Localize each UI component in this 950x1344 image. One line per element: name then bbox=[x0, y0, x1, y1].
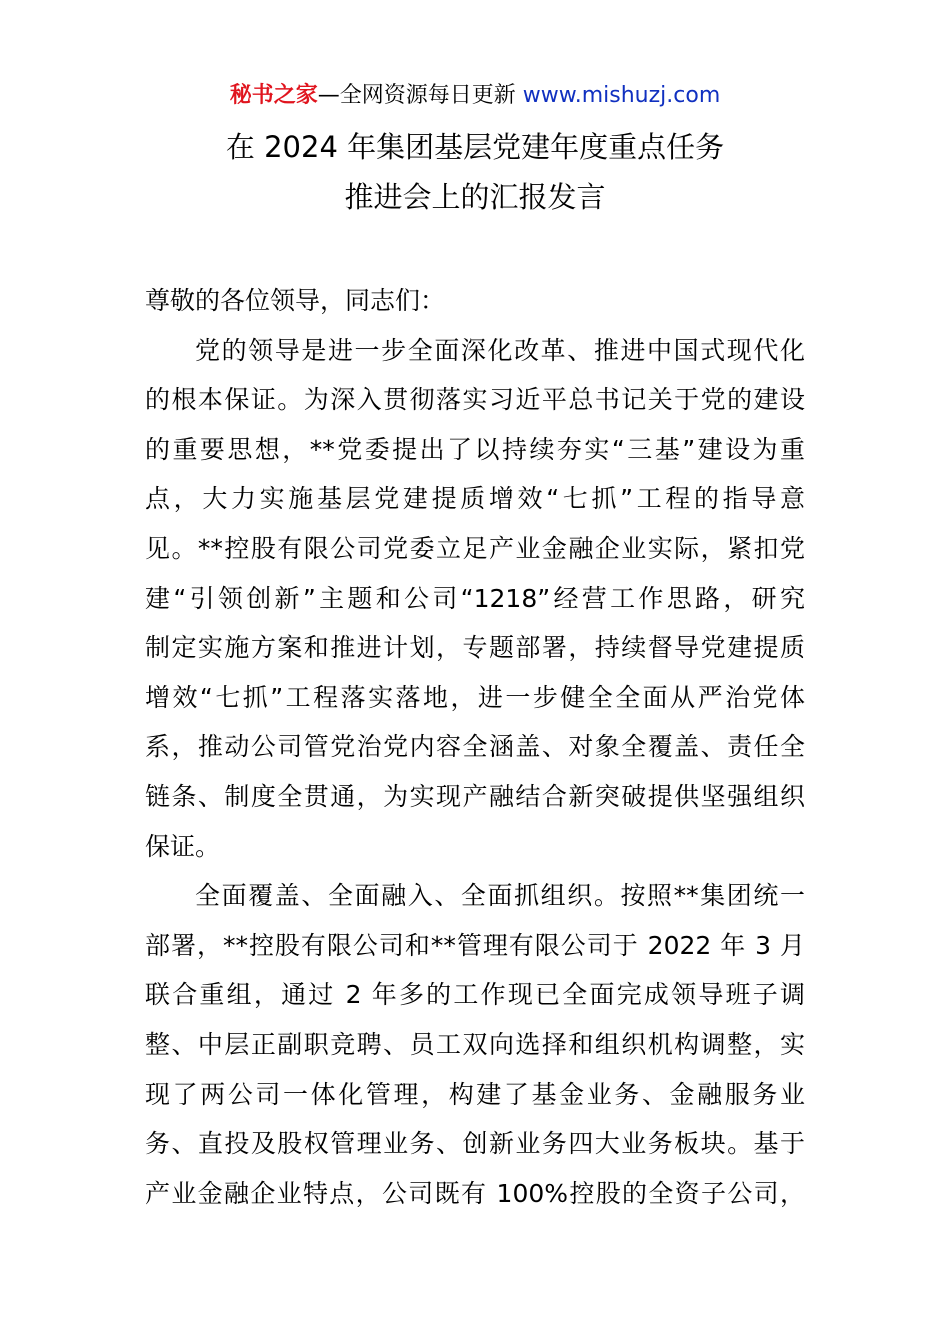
paragraph-line: 部署，**控股有限公司和**管理有限公司于 2022 年 3 月 bbox=[145, 930, 805, 960]
document-body bbox=[145, 276, 805, 1218]
paragraph-line: 制定实施方案和推进计划，专题部署，持续督导党建提质 bbox=[145, 633, 805, 663]
brand-name: 秘书之家 bbox=[229, 83, 318, 108]
site-url-link[interactable]: www.mishuzj.com bbox=[522, 83, 721, 108]
paragraph-line: 现了两公司一体化管理，构建了基金业务、金融服务业 bbox=[145, 1079, 805, 1109]
paragraph-line: 保证。 bbox=[145, 831, 221, 861]
paragraph-line: 的根本保证。为深入贯彻落实习近平总书记关于党的建设 bbox=[145, 385, 805, 415]
site-banner bbox=[0, 80, 950, 112]
paragraph-line: 见。**控股有限公司党委立足产业金融企业实际，紧扣党 bbox=[145, 533, 805, 563]
paragraph-line: 点，大力实施基层党建提质增效“七抓”工程的指导意 bbox=[145, 484, 805, 514]
paragraph-line: 联合重组，通过 2 年多的工作现已全面完成领导班子调 bbox=[145, 980, 805, 1010]
paragraph-1 bbox=[145, 326, 805, 872]
paragraph-2 bbox=[145, 871, 805, 1218]
banner-tagline: —全网资源每日更新 bbox=[317, 83, 523, 108]
paragraph-line: 的重要思想，**党委提出了以持续夯实“三基”建设为重 bbox=[145, 434, 805, 464]
paragraph-line: 党的领导是进一步全面深化改革、推进中国式现代化 bbox=[195, 335, 805, 365]
paragraph-line: 全面覆盖、全面融入、全面抓组织。按照**集团统一 bbox=[195, 881, 805, 911]
salutation: 尊敬的各位领导，同志们： bbox=[145, 286, 446, 315]
paragraph-line: 链条、制度全贯通，为实现产融结合新突破提供坚强组织 bbox=[145, 781, 805, 811]
paragraph-line: 产业金融企业特点，公司既有 100%控股的全资子公司， bbox=[145, 1178, 805, 1208]
paragraph-line: 系，推动公司管党治党内容全涵盖、对象全覆盖、责任全 bbox=[145, 732, 805, 762]
paragraph-line: 建“引领创新”主题和公司“1218”经营工作思路，研究 bbox=[145, 583, 805, 613]
document-title-line-1: 在 2024 年集团基层党建年度重点任务 bbox=[225, 130, 725, 164]
paragraph-line: 整、中层正副职竞聘、员工双向选择和组织机构调整，实 bbox=[145, 1029, 805, 1059]
document-title-line-2: 推进会上的汇报发言 bbox=[344, 180, 606, 214]
paragraph-line: 增效“七抓”工程落实落地，进一步健全全面从严治党体 bbox=[145, 682, 805, 712]
paragraph-line: 务、直投及股权管理业务、创新业务四大业务板块。基于 bbox=[145, 1129, 805, 1159]
